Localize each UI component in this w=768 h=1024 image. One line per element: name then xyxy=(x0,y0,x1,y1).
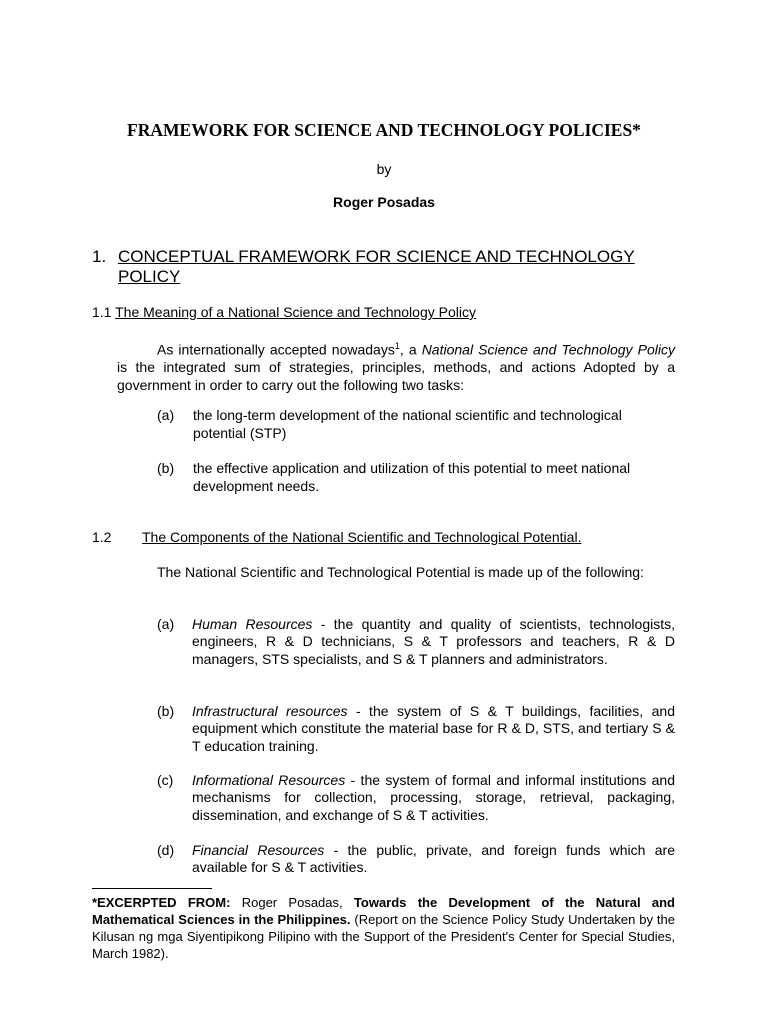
footnote-source-title: Towards the Development of the Natural and Mathematical Sciences in the Philippines. xyxy=(92,895,675,927)
footnote-lead: *EXCERPTED FROM: xyxy=(92,895,231,910)
footnote-ref: 1 xyxy=(394,341,400,351)
section-1-heading-line1: CONCEPTUAL FRAMEWORK FOR SCIENCE AND TECHNOLOGY xyxy=(118,247,635,266)
document-title: FRAMEWORK FOR SCIENCE AND TECHNOLOGY POLICIES* xyxy=(127,120,641,140)
subsection-1-2-title: The Components of the National Scientific and Technological Potential. xyxy=(142,529,582,545)
section-1-heading-line2: POLICY xyxy=(118,267,181,286)
list-item-label: (a) xyxy=(157,616,175,632)
list-item xyxy=(157,407,677,442)
footnote: *EXCERPTED FROM: Roger Posadas, Towards the Development of the Natural and Mathematical Sciences in the Philippines. (Report on the Science Policy Study Undertaken by the Kilusan ng mga Siyentipikong Pilipino with the Support of the President's Center for Special Studies, March 1982). xyxy=(92,895,675,961)
paragraph-definition: As internationally accepted nowadays$^1$, a National Science and Technology Policy is the integrated sum of strategies, principles, methods, and actions Adopted by a government in order to carry out the following two tasks: xyxy=(117,341,675,393)
component-term: Human Resources xyxy=(192,616,313,632)
subsection-1-1-heading xyxy=(92,304,476,320)
list-item xyxy=(157,703,675,755)
list-item-label: (d) xyxy=(157,842,175,858)
list-item xyxy=(157,772,675,824)
component-term: Infrastructural resources xyxy=(192,703,348,719)
author-name: Roger Posadas xyxy=(333,194,435,210)
paragraph-potential: The National Scientific and Technological Potential is made up of the following: xyxy=(157,564,644,580)
list-item-label: (c) xyxy=(157,772,174,788)
list-item-label: (b) xyxy=(157,460,175,476)
list-item-text: the effective application and utilization of this potential to meet national development needs. xyxy=(193,460,631,494)
subsection-1-2-number: 1.2 xyxy=(92,529,112,545)
subsection-1-2-heading xyxy=(92,529,581,545)
list-item xyxy=(157,616,675,668)
list-item-label: (a) xyxy=(157,407,175,423)
component-text: - the public, private, and foreign funds which are available for S & T activities. xyxy=(192,842,675,876)
footnote-divider xyxy=(92,888,212,889)
subsection-1-1-number: 1.1 xyxy=(92,304,112,320)
component-text: - the system of formal and informal institutions and mechanisms for collection, processing, storage, retrieval, packaging, dissemination, and exchange of S & T activities. xyxy=(192,772,675,823)
section-1-number: 1. xyxy=(92,247,107,266)
section-1-heading xyxy=(92,247,692,287)
byline-label: by xyxy=(376,161,392,177)
list-item-label: (b) xyxy=(157,703,175,719)
list-item-text: the long-term development of the national scientific and technological potential (STP) xyxy=(193,407,622,441)
subsection-1-1-title: The Meaning of a National Science and Technology Policy xyxy=(115,304,476,320)
list-item xyxy=(157,460,677,495)
list-item xyxy=(157,842,675,877)
component-text: - the system of S & T buildings, facilities, and equipment which constitute the material base for R & D, STS, and tertiary S & T education training. xyxy=(192,703,675,754)
component-term: Financial Resources xyxy=(192,842,325,858)
component-text: - the quantity and quality of scientists, technologists, engineers, R & D technicians, S & T professors and teachers, R & D managers, STS specialists, and S & T planners and administrators. xyxy=(192,616,675,667)
component-term: Informational Resources xyxy=(192,772,346,788)
